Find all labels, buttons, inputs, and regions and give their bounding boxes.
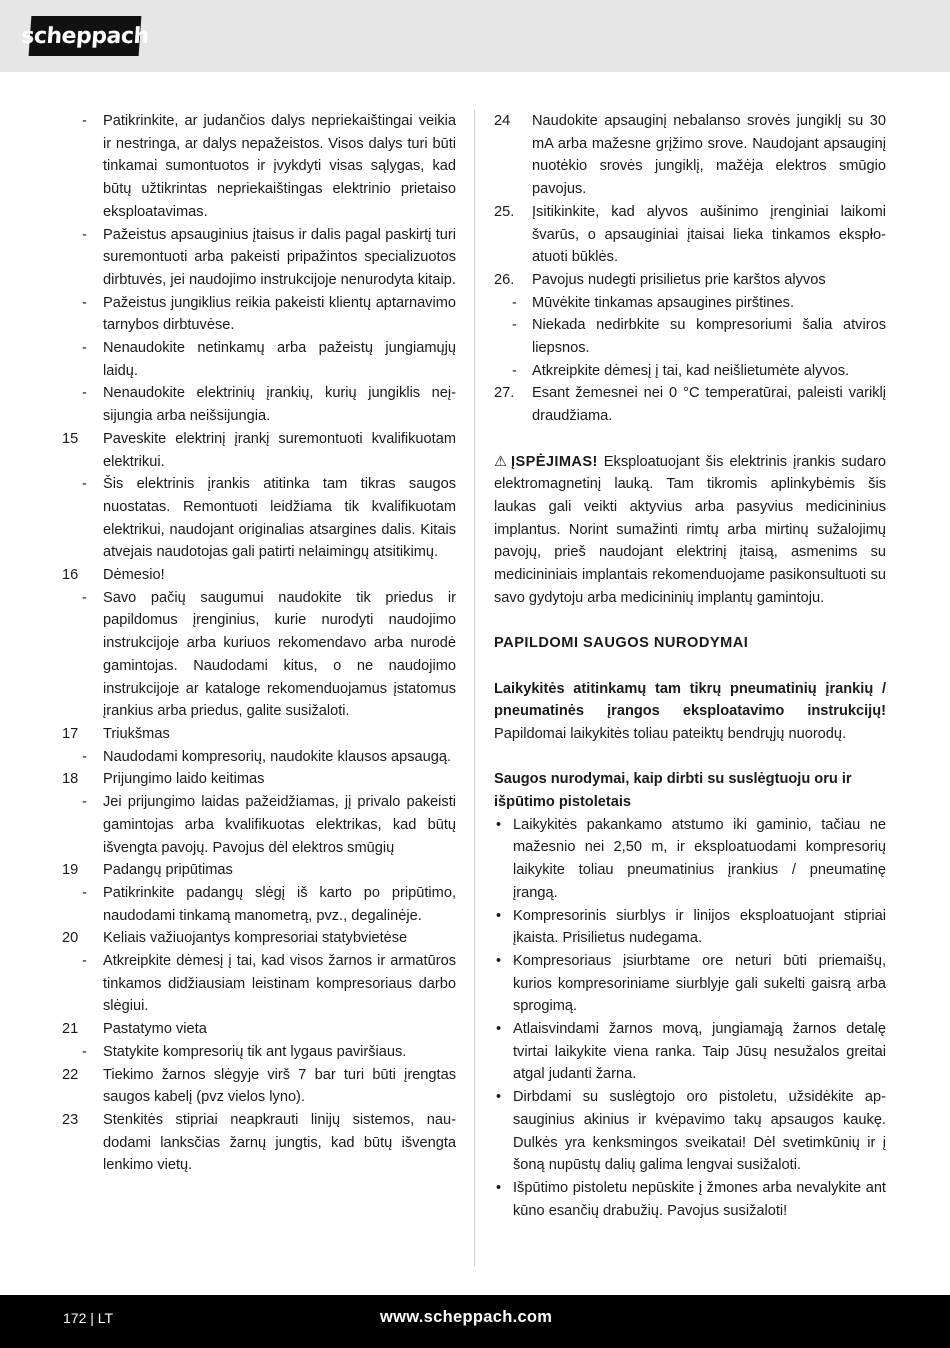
right-column [494,110,886,1222]
bullet-item: • Atlaisvindami žarnos movą, jungiamąją žarnos detalę tvirtai laikykite viena ranka. Taip Jūsų nesužalos greitai atgal judanti žarna. [496,1021,886,1083]
list-item: 26. Pavojus nudegti prisilietus prie karštos alyvos [494,271,826,288]
list-item: 27. Esant žemesnei nei 0 °C temperatūrai, paleisti variklį draudžiama. [494,385,886,425]
page-footer [0,1295,950,1348]
bullet-item: • Kompresoriaus įsiurbtame ore neturi būti priemaišų, kurios kompresoriniame siurblyje gali sukelti gaisrą arba sprogimą. [496,952,886,1015]
list-item: - Šis elektrinis įrankis atitinka tam tikras saugos nuostatas. Remontuoti leidžiama tik kvalifikuotam elektrikui, naudojant originalias atsargines dalis. Kitais atvejais naudotojas gali patirti nelaimingų atsitikimų. [82,476,456,561]
list-item: - Niekada nedirbkite su kompresoriumi šalia atviros liepsnos. [512,317,886,357]
list-item: - Naudodami kompresorių, naudokite klausos apsaugą. [82,748,452,765]
list-item: - Nenaudokite elektrinių įrankių, kurių jungiklis neįsijungia arba neišsijungia. [82,385,456,425]
bullet-item: • Laikykitės pakankamo atstumo iki gaminio, tačiau ne mažesnio nei 2,50 m, ir eksploatuodami kompresorių laikykite toliau pneumatinius įrankius / pneumatinę įrangą. [496,816,886,901]
list-item: - Atkreipkite dėmesį į tai, kad visos žarnos ir armatūros tinkamos didžiausiam leistinam kompresoriaus darbo slėgiui. [82,953,456,1015]
section-heading: PAPILDOMI SAUGOS NURODYMAI [494,635,749,652]
list-item: 22 Tiekimo žarnos slėgyje virš 7 bar turi būti įrengtas saugos kabelį (pvz vielos lyno). [62,1066,456,1106]
list-item: 21 Pastatymo vieta [62,1021,207,1038]
warning-paragraph [494,451,886,610]
list-item: - Mūvėkite tinkamas apsaugines pirštines. [512,294,795,311]
list-item: - Statykite kompresorių tik ant lygaus paviršiaus. [82,1043,407,1060]
list-item: 17 Triukšmas [62,725,170,742]
intro-bold: Laikykitės atitinkamų tam tikrų pneumatinių įrankių / pneumatinės įrangos eksploatavimo instrukcijų! [494,680,886,720]
list-item: 15 Paveskite elektrinį įrankį suremontuoti kvalifikuotam elektrikui. [62,430,456,470]
list-item: 19 Padangų pripūtimas [62,862,233,879]
website-link[interactable]: www.scheppach.com [380,1308,553,1326]
left-column [62,110,456,1177]
list-item: - Savo pačių saugumui naudokite tik priedus ir papildomus įrenginius, kurie nurodyti naudojimo instrukcijoje arba kuriuos rekomendavo arba nurodė gamintojas. Naudodami kitus, o ne naudojimo instrukcijoje ar kataloge rekomenduojamus įstatomus įrankius arba priedus, galite susižaloti. [82,589,456,720]
list-item: 23 Stenkitės stipriai neapkrauti linijų sistemos, naudodami lanksčias žarnų jungtis, kad būtų išvengta lenkimo vietų. [62,1111,456,1174]
warning-text: Eksploatuojant šis elektrinis įrankis sudaro elektromagnetinį lauką. Tam tikromis aplinkybėmis šis laukas gali veikti aktyvius arba pasyvius medicininius implantus. Norint sumažinti rimtų arba mirtinų sužalojimų pavojų, prieš naudojant elektrinį įtaisą, asmenims su medicininiais implantais rekomenduojame pasikonsultuoti su savo gydytoju arba medicininių implantų gamintoju. [494,453,886,606]
list-item: - Patikrinkite padangų slėgį iš karto po pripūtimo, naudodami tinkamą manometrą, pvz., degalinėje. [82,884,456,924]
brand-logo: scheppach [29,16,142,56]
list-item: 18 Prijungimo laido keitimas [62,771,265,788]
list-item: - Pažeistus jungiklius reikia pakeisti klientų aptarnavimo tarnybos dirbtuvėse. [82,294,456,334]
warning-label: ĮSPĖJIMAS! [511,453,598,470]
page-number: 172 | LT [63,1310,114,1326]
subheading: Saugos nurodymai, kaip dirbti su suslėgtuoju oru ir išpūtimo pistoletais [494,771,852,811]
warning-triangle-icon: ⚠ [494,453,508,470]
list-item: - Atkreipkite dėmesį į tai, kad neišlietumėte alyvos. [512,362,850,379]
list-item: 16 Dėmesio! [62,567,165,584]
bullet-item: • Išpūtimo pistoletu nepūskite į žmones arba nevalykite ant kūno esančių drabužių. Pavojus susižaloti! [496,1179,886,1219]
list-item: - Jei prijungimo laidas pažeidžiamas, jį privalo pakeisti gamintojas arba kvalifikuotas elektrikas, kad būtų išvengta pavojų. Pavojus dėl elektros smūgių [82,794,456,856]
list-item: - Nenaudokite netinkamų arba pažeistų jungiamųjų laidų. [82,340,456,379]
bullet-item: • Dirbdami su suslėgtojo oro pistoletu, užsidėkite apsauginius akinius ir kvėpavimo takų apsaugos kaukę. Dulkės yra kenksmingos sveikatai! Dėl svetimkūnių ir į šoną nupūstų dalių galima lengvai susižaloti. [496,1089,886,1174]
intro-text: Papildomai laikykitės toliau pateiktų bendrųjų nuorodų. [494,725,847,742]
column-divider [474,110,475,1266]
list-item: 24 Naudokite apsauginį nebalanso srovės jungiklį su 30 mA arba mažesne grįžimo srove. Naudojant apsauginį nuotėkio srovės jungiklį, mažėja elektros smūgio pavojus. [494,113,886,198]
page-header [0,0,950,72]
list-item: - Pažeistus apsauginius įtaisus ir dalis pagal paskirtį turi suremontuoti arba pakeisti pripažintos specializuotos dirbtuvės, jei naudojimo instrukcijoje nenurodyta kitaip. [82,226,456,288]
list-item: 25. Įsitikinkite, kad alyvos aušinimo įrenginiai laikomi švarūs, o apsauginiai įtaisai lieka tinkamos ekspłoatuoti būklės. [494,203,886,266]
list-item: 20 Keliais važiuojantys kompresoriai statybvietėse [62,930,408,947]
list-item: - Patikrinkite, ar judančios dalys nepriekaištingai veikia ir nestringa, ar dalys nepažeistos. Visos dalys turi būti tinkamai sumontuotos ir įvykdyti visas sąlygas, kad būtų užtikrintas nepriekaištingas elektrinio prietaiso eksploatavimas. [82,113,456,220]
intro-paragraph [494,678,886,746]
bullet-item: • Kompresorinis siurblys ir linijos eksploatuojant stipriai įkaista. Prisilietus nudegama. [496,907,886,947]
